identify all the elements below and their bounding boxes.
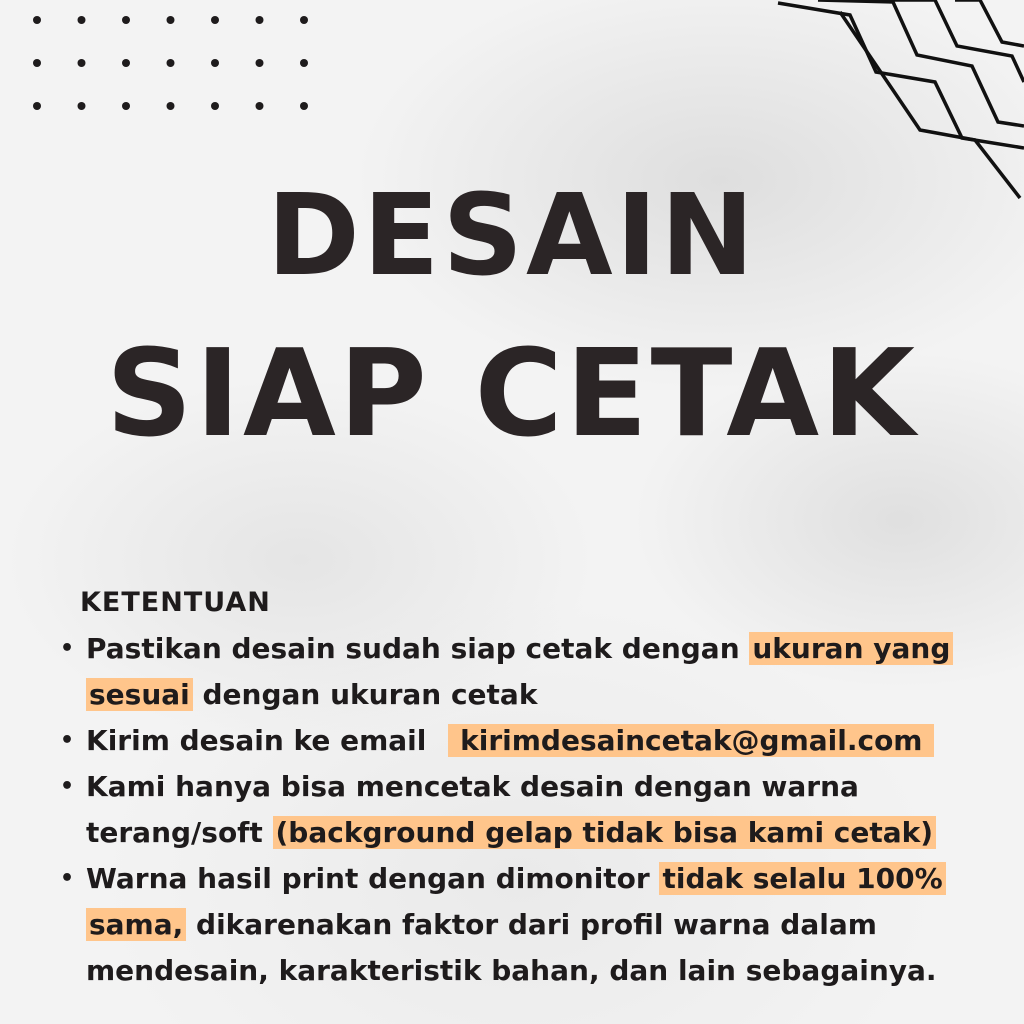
bullet-icon: • — [60, 636, 75, 661]
rule-item — [58, 718, 1008, 764]
dot — [300, 59, 308, 67]
rule-item — [58, 626, 1008, 718]
highlight-text: tidak selalu 100% — [659, 862, 945, 895]
dot — [33, 59, 41, 67]
highlight-text: ukuran yang — [749, 632, 953, 665]
dot — [78, 102, 86, 110]
highlight-text: sesuai — [86, 678, 193, 711]
bullet-icon: • — [60, 728, 75, 753]
dot — [78, 16, 86, 24]
dot — [256, 102, 264, 110]
dot — [78, 59, 86, 67]
dot — [167, 59, 175, 67]
rule-item — [58, 856, 1008, 994]
rule-text: Warna hasil print dengan dimonitor — [86, 862, 660, 895]
rule-text: dikarenakan faktor dari profil warna dalam — [186, 908, 877, 941]
dot — [122, 16, 130, 24]
rules-section — [58, 580, 1008, 994]
dot — [167, 102, 175, 110]
dot — [211, 16, 219, 24]
dot — [122, 59, 130, 67]
dot-grid-decoration — [0, 0, 330, 130]
dot — [256, 59, 264, 67]
dot — [122, 102, 130, 110]
rules-title: KETENTUAN — [80, 587, 271, 618]
dot — [300, 16, 308, 24]
zigzag-lines-decoration — [760, 0, 1024, 200]
headline-line-1: DESAIN — [266, 171, 758, 301]
bullet-icon: • — [60, 866, 75, 891]
dot — [300, 102, 308, 110]
rule-text: terang/soft — [86, 816, 273, 849]
email-highlight: kirimdesaincetak@gmail.com — [448, 724, 934, 757]
rule-text: Kami hanya bisa mencetak desain dengan warna — [86, 770, 859, 803]
rule-text: Kirim desain ke email — [86, 724, 437, 757]
rule-text: mendesain, karakteristik bahan, dan lain sebagainya. — [86, 954, 937, 987]
highlight-text: (background gelap tidak bisa kami cetak) — [273, 816, 937, 849]
rule-item — [58, 764, 1008, 856]
dot — [211, 59, 219, 67]
rule-text: dengan ukuran cetak — [192, 678, 538, 711]
bullet-icon: • — [60, 774, 75, 799]
dot — [211, 102, 219, 110]
rule-text: Pastikan desain sudah siap cetak dengan — [86, 632, 750, 665]
headline-line-2: SIAP CETAK — [105, 325, 919, 464]
dot — [167, 16, 175, 24]
dot — [33, 16, 41, 24]
dot — [33, 102, 41, 110]
highlight-text: sama, — [86, 908, 186, 941]
dot — [256, 16, 264, 24]
